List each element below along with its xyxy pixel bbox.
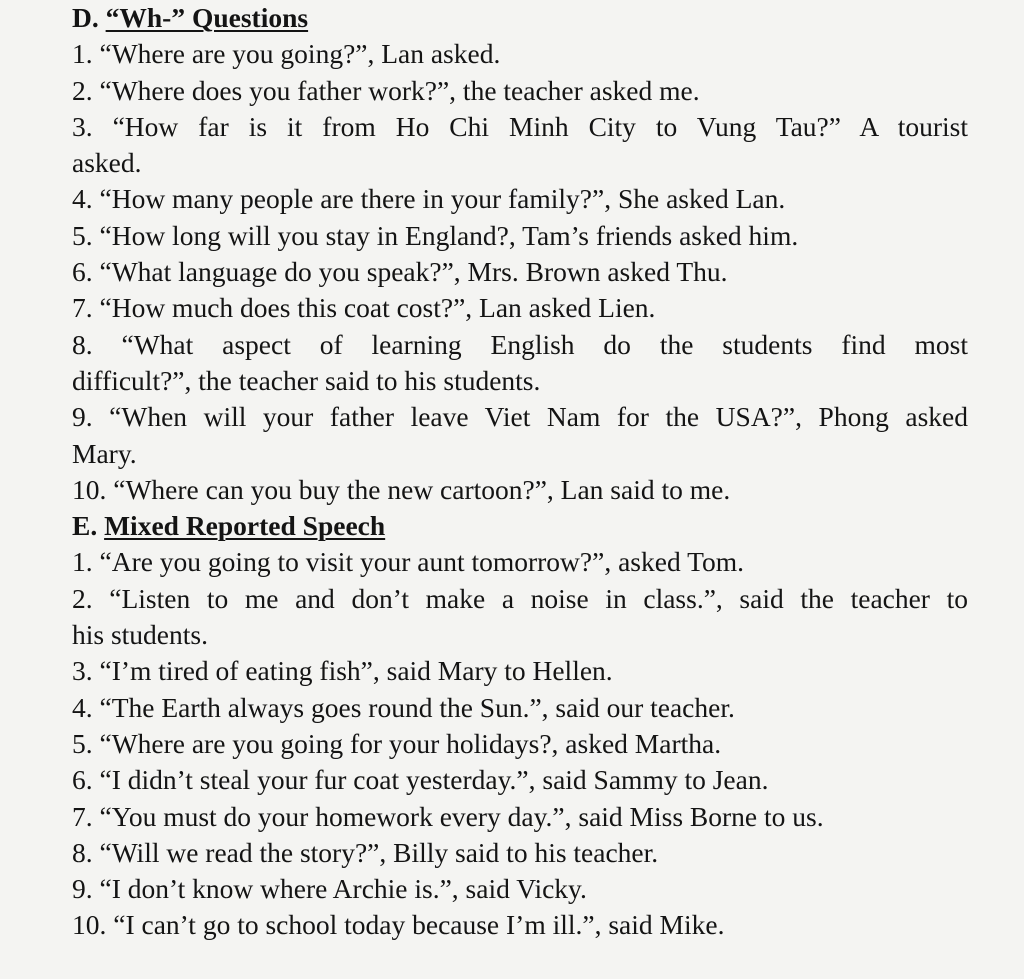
section-d-line-5: 5. “How long will you stay in England?, Tam’s friends asked him. — [72, 219, 799, 251]
section-e-line-10: 10. “I can’t go to school today because I’m ill.”, said Mike. — [72, 909, 725, 941]
worksheet-page — [72, 0, 968, 944]
section-d-heading — [72, 0, 968, 36]
section-e-heading — [72, 508, 968, 544]
section-e-title: Mixed Reported Speech — [104, 510, 386, 542]
section-e-line-1: 1. “Are you going to visit your aunt tomorrow?”, asked Tom. — [72, 546, 744, 578]
section-e-line-9: 9. “I don’t know where Archie is.”, said Vicky. — [72, 873, 587, 905]
section-d-line-10: 10. “Where can you buy the new cartoon?”, Lan said to me. — [72, 473, 731, 505]
section-d-line-3: 3. “How far is it from Ho Chi Minh City to Vung Tau?” A tourist — [72, 110, 968, 142]
section-d-line-9: 9. “When will your father leave Viet Nam for the USA?”, Phong asked — [72, 401, 968, 433]
section-d-prefix: D. — [72, 2, 106, 33]
section-d-title: “Wh-” Questions — [105, 2, 309, 33]
section-e-prefix: E. — [72, 510, 105, 542]
section-e-line-6: 6. “I didn’t steal your fur coat yesterday.”, said Sammy to Jean. — [72, 764, 769, 796]
section-d-line-3-cont: asked. — [72, 147, 142, 179]
section-d-line-8-cont: difficult?”, the teacher said to his students. — [72, 364, 541, 396]
section-e-line-2: 2. “Listen to me and don’t make a noise in class.”, said the teacher to — [72, 582, 968, 614]
section-d-line-1: 1. “Where are you going?”, Lan asked. — [72, 38, 501, 70]
section-d-line-8: 8. “What aspect of learning English do the students find most — [72, 328, 968, 360]
section-e-line-3: 3. “I’m tired of eating fish”, said Mary to Hellen. — [72, 655, 613, 687]
section-e-line-5: 5. “Where are you going for your holidays?, asked Martha. — [72, 727, 722, 759]
section-e-line-8: 8. “Will we read the story?”, Billy said to his teacher. — [72, 836, 659, 868]
section-d-line-2: 2. “Where does you father work?”, the teacher asked me. — [72, 74, 700, 106]
section-d-line-4: 4. “How many people are there in your family?”, She asked Lan. — [72, 183, 786, 215]
section-d-line-9-cont: Mary. — [72, 437, 137, 469]
section-e-line-7: 7. “You must do your homework every day.”, said Miss Borne to us. — [72, 800, 824, 832]
section-e-line-2-cont: his students. — [72, 619, 208, 651]
section-d-line-7: 7. “How much does this coat cost?”, Lan asked Lien. — [72, 292, 656, 324]
section-d-line-6: 6. “What language do you speak?”, Mrs. Brown asked Thu. — [72, 256, 728, 288]
section-e-line-4: 4. “The Earth always goes round the Sun.”, said our teacher. — [72, 691, 735, 723]
